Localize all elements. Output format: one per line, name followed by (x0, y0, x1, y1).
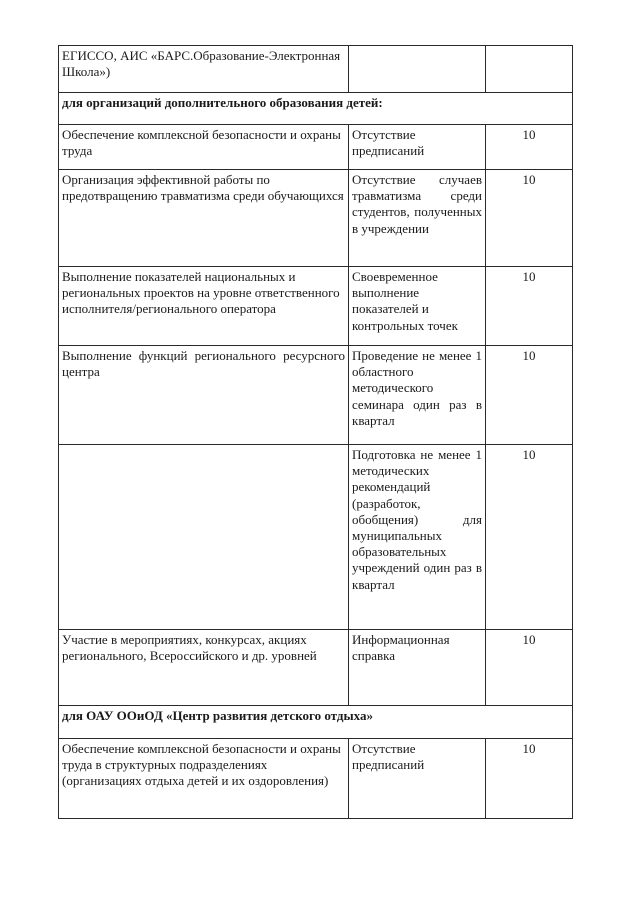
table-row (59, 267, 573, 346)
indicator-cell: Отсутствие предписаний (349, 125, 486, 170)
table-row (59, 125, 573, 170)
section-row (59, 706, 573, 739)
table-row (59, 170, 573, 267)
criterion-cell: Выполнение показателей национальных и региональных проектов на уровне ответственного исполнителя/регионального оператора (59, 267, 349, 346)
indicator-cell: Отсутствие случаев травматизма среди студентов, полученных в учреждении (349, 170, 486, 267)
section-row (59, 93, 573, 125)
criterion-cell: Выполнение функций регионального ресурсного центра (59, 346, 349, 445)
indicator-cell (349, 46, 486, 93)
indicator-cell: Отсутствие предписаний (349, 739, 486, 819)
indicator-cell: Подготовка не менее 1 методических рекомендаций (разработок, обобщения) для муниципальных образовательных учреждений один раз в квартал (349, 445, 486, 630)
table-row (59, 739, 573, 819)
criterion-cell: Участие в мероприятиях, конкурсах, акциях регионального, Всероссийского и др. уровней (59, 630, 349, 706)
table-row (59, 445, 573, 630)
score-cell: 10 (486, 267, 573, 346)
criterion-cell: Обеспечение комплексной безопасности и охраны труда (59, 125, 349, 170)
criterion-cell: Обеспечение комплексной безопасности и охраны труда в структурных подразделениях (организациях отдыха детей и их оздоровления) (59, 739, 349, 819)
criterion-cell: ЕГИССО, АИС «БАРС.Образование-Электронная Школа») (59, 46, 349, 93)
table-row (59, 46, 573, 93)
score-cell: 10 (486, 170, 573, 267)
score-cell (486, 46, 573, 93)
score-cell: 10 (486, 125, 573, 170)
indicator-cell: Информационная справка (349, 630, 486, 706)
section-heading: для ОАУ ООиОД «Центр развития детского отдыха» (59, 706, 573, 739)
criterion-cell (59, 445, 349, 630)
criterion-cell: Организация эффективной работы по предотвращению травматизма среди обучающихся (59, 170, 349, 267)
indicator-cell: Проведение не менее 1 областного методического семинара один раз в квартал (349, 346, 486, 445)
section-heading: для организаций дополнительного образования детей: (59, 93, 573, 125)
score-cell: 10 (486, 346, 573, 445)
indicator-cell: Своевременное выполнение показателей и контрольных точек (349, 267, 486, 346)
score-cell: 10 (486, 739, 573, 819)
table-row (59, 346, 573, 445)
criteria-table (58, 45, 573, 819)
table-row (59, 630, 573, 706)
score-cell: 10 (486, 630, 573, 706)
score-cell: 10 (486, 445, 573, 630)
